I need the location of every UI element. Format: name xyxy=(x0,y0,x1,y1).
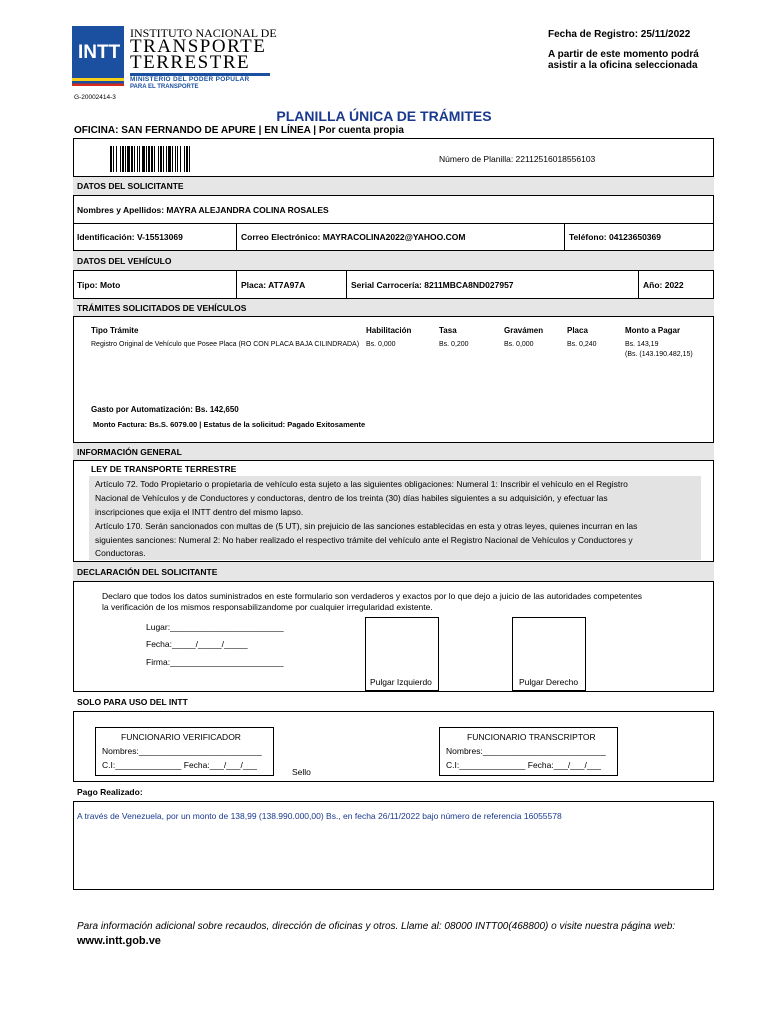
transcriptor-ci-fecha: C.I:______________ Fecha:___/___/___ xyxy=(446,760,602,770)
footer-website-link[interactable]: www.intt.gob.ve xyxy=(77,935,161,947)
page-title: PLANILLA ÚNICA DE TRÁMITES xyxy=(276,108,492,124)
section-header-tramites: TRÁMITES SOLICITADOS DE VEHÍCULOS xyxy=(73,299,714,317)
tramite-placa: Bs. 0,240 xyxy=(567,341,597,348)
vehiculo-row xyxy=(73,271,714,299)
col-header-gravamen: Gravámen xyxy=(504,326,544,335)
art170-line3: Conductoras. xyxy=(95,548,146,558)
solicitante-nombres: Nombres y Apellidos: MAYRA ALEJANDRA COLINA ROSALES xyxy=(77,204,329,215)
col-header-tasa: Tasa xyxy=(439,326,457,335)
thumb-left-label: Pulgar Izquierdo xyxy=(370,677,432,687)
section-header-solicitante: DATOS DEL SOLICITANTE xyxy=(73,177,714,196)
art72-line3: inscripciones que exija el INTT dentro del mismo lapso. xyxy=(95,507,304,517)
notice-line1: A partir de este momento podrá xyxy=(548,49,699,60)
institute-name-line2: TRANSPORTE xyxy=(130,36,267,57)
art170-line2: siguientes sanciones: Numeral 2: No haber realizado el respectivo trámite del vehículo ante el Registro Nacional de Vehículos y Conductores y xyxy=(95,535,633,545)
flag-stripe-icon xyxy=(72,78,124,86)
art72-line1: Artículo 72. Todo Propietario o propietaria de vehículo esta sujeto a las siguientes obligaciones: Numeral 1: Inscribir el vehículo en el Registro xyxy=(95,479,628,489)
monto-factura-status: Monto Factura: Bs.S. 6079.00 | Estatus de la solicitud: Pagado Exitosamente xyxy=(93,420,366,429)
firma-field[interactable]: Firma:________________________ xyxy=(146,657,284,667)
col-header-habilitacion: Habilitación xyxy=(366,326,412,335)
solicitante-correo: Correo Electrónico: MAYRACOLINA2022@YAHOO.COM xyxy=(237,224,565,250)
institute-name-line3: TERRESTRE xyxy=(130,52,251,73)
transcriptor-nombres: Nombres:__________________________ xyxy=(446,746,606,756)
planilla-number: Número de Planilla: 22112516018556103 xyxy=(439,154,596,164)
vehiculo-placa: Placa: AT7A97A xyxy=(237,271,347,298)
tramite-monto-bs: (Bs. (143.190.482,15) xyxy=(625,351,693,358)
tramite-tasa: Bs. 0,200 xyxy=(439,341,469,348)
ministry-line1: MINISTERIO DEL PODER POPULAR xyxy=(130,76,250,83)
footer-info: Para información adicional sobre recaudos, dirección de oficinas y otros. Llame al: 08000 INTT00(468800) o visite nuestra página web: xyxy=(77,921,676,932)
vehiculo-tipo: Tipo: Moto xyxy=(73,271,237,298)
section-header-declaracion: DECLARACIÓN DEL SOLICITANTE xyxy=(73,562,714,582)
office-info: OFICINA: SAN FERNANDO DE APURE | EN LÍNEA | Por cuenta propia xyxy=(74,125,404,136)
lugar-field[interactable]: Lugar:________________________ xyxy=(146,622,284,632)
col-header-tipo: Tipo Trámite xyxy=(91,326,139,335)
art72-line2: Nacional de Vehículos y de Conductores y conductoras, dentro de los treinta (30) días habiles siguientes a su adquisición, y efectuar las xyxy=(95,493,608,503)
registration-date: Fecha de Registro: 25/11/2022 xyxy=(548,29,691,40)
ley-title: LEY DE TRANSPORTE TERRESTRE xyxy=(91,464,237,474)
vehiculo-anio: Año: 2022 xyxy=(643,279,684,290)
solicitante-name-row xyxy=(73,196,714,224)
institute-name-line1: INSTITUTO NACIONAL DE xyxy=(130,26,277,40)
declaracion-line1: Declaro que todos los datos suministrados en este formulario son verdaderos y exactos por lo que dejo a juicio de las autoridades competentes xyxy=(102,591,643,601)
section-header-pago: Pago Realizado: xyxy=(73,782,714,802)
col-header-placa: Placa xyxy=(567,326,588,335)
verificador-ci-fecha: C.I:______________ Fecha:___/___/___ xyxy=(102,760,258,770)
thumb-right-label: Pulgar Derecho xyxy=(519,677,579,687)
vehiculo-serial: Serial Carrocería: 8211MBCA8ND027957 xyxy=(347,271,639,298)
pago-texto: A través de Venezuela, por un monto de 138,99 (138.990.000,00) Bs., en fecha 26/11/2022 bajo número de referencia 16055578 xyxy=(77,811,562,821)
verificador-nombres: Nombres:__________________________ xyxy=(102,746,262,756)
section-header-vehiculo: DATOS DEL VEHÍCULO xyxy=(73,251,714,271)
ministry-line2: PARA EL TRANSPORTE xyxy=(130,84,199,90)
sello-label: Sello xyxy=(292,767,311,777)
tramite-monto: Bs. 143,19 xyxy=(625,341,659,348)
intt-logo xyxy=(72,26,124,86)
logo-text: INTT xyxy=(78,42,121,63)
gasto-automatizacion: Gasto por Automatización: Bs. 142,650 xyxy=(91,405,239,414)
transcriptor-title: FUNCIONARIO TRANSCRIPTOR xyxy=(467,732,596,742)
solicitante-contact-row xyxy=(73,224,714,251)
section-header-info: INFORMACIÓN GENERAL xyxy=(73,443,714,461)
tramite-tipo: Registro Original de Vehículo que Posee Placa (RO CON PLACA BAJA CILINDRADA) xyxy=(91,341,360,348)
solicitante-telefono: Teléfono: 04123650369 xyxy=(569,232,661,242)
fecha-field[interactable]: Fecha:_____/_____/_____ xyxy=(146,639,248,649)
rif-code: G-20002414-3 xyxy=(74,94,116,101)
notice-line2: asistir a la oficina seleccionada xyxy=(548,60,698,71)
section-header-intt: SOLO PARA USO DEL INTT xyxy=(73,692,714,712)
verificador-title: FUNCIONARIO VERIFICADOR xyxy=(121,732,241,742)
tramite-gravamen: Bs. 0,000 xyxy=(504,341,534,348)
solicitante-identificacion: Identificación: V-15513069 xyxy=(73,224,237,250)
tramite-habilitacion: Bs. 0,000 xyxy=(366,341,396,348)
col-header-monto: Monto a Pagar xyxy=(625,326,681,335)
declaracion-line2: la verificación de los mismos responsabilizandome por cualquier irregularidad existente. xyxy=(102,602,433,612)
barcode-icon xyxy=(110,146,230,172)
art170-line1: Artículo 170. Serán sancionados con multas de (5 UT), sin prejuicio de las sanciones establecidas en esta y otras leyes, quienes incurran en las xyxy=(95,521,638,531)
